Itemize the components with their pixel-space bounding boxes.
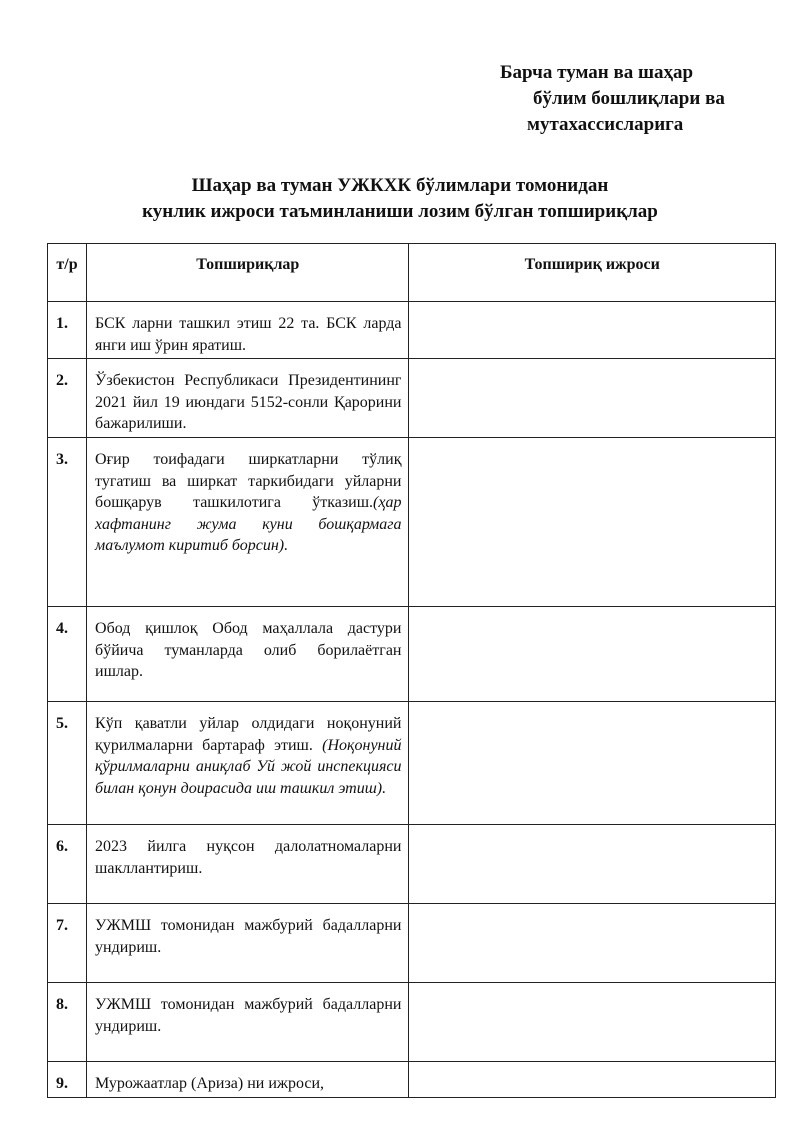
table-header-row: [48, 244, 776, 302]
title-line: Шаҳар ва туман УЖКХК бўлимлари томонидан: [191, 175, 609, 196]
task-text: Обод қишлоқ Обод маҳаллала дастури бўйича туманларда олиб борилаётган ишлар.: [95, 620, 402, 680]
task-text: УЖМШ томонидан мажбурий бадалларни ундириш.: [95, 996, 402, 1035]
task-text: 2023 йилга нуқсон далолатномаларни шакллантириш.: [95, 838, 402, 877]
task-text: Ўзбекистон Республикаси Президентининг 2021 йил 19 июндаги 5152-сонли Қарорини бажарилиши.: [95, 372, 402, 432]
task-text: Мурожаатлар (Ариза) ни ижроси,: [95, 1075, 324, 1092]
title-line: кунлик ижроси таъминланиши лозим бўлган топшириқлар: [142, 201, 658, 222]
execution-cell[interactable]: [409, 702, 776, 825]
task-note: (Ноқонуний қўрилмаларни аниқлаб Уй жой инспекцияси билан қонун доирасида иш ташкил этиш).: [95, 736, 402, 797]
task-cell: [87, 302, 409, 359]
table-row: [48, 438, 776, 607]
execution-cell[interactable]: [409, 904, 776, 983]
table-row: [48, 983, 776, 1062]
row-number: 7.: [48, 904, 87, 983]
row-number: 5.: [48, 702, 87, 825]
task-cell: [87, 983, 409, 1062]
row-number: 9.: [48, 1062, 87, 1098]
task-cell: [87, 1062, 409, 1098]
table-row: [48, 825, 776, 904]
row-number: 8.: [48, 983, 87, 1062]
execution-cell[interactable]: [409, 302, 776, 359]
row-number: 3.: [48, 438, 87, 607]
task-text: УЖМШ томонидан мажбурий бадалларни ундириш.: [95, 917, 402, 956]
row-number: 2.: [48, 359, 87, 438]
execution-cell[interactable]: [409, 438, 776, 607]
execution-cell[interactable]: [409, 825, 776, 904]
header-num: [48, 244, 87, 302]
task-cell: [87, 825, 409, 904]
execution-cell[interactable]: [409, 983, 776, 1062]
table-row: [48, 302, 776, 359]
row-number: 1.: [48, 302, 87, 359]
task-note: (ҳар хафтанинг жума куни бошқармага маълумот киритиб борсин).: [95, 494, 402, 554]
header-num-label: т/р: [56, 256, 78, 273]
addressee-line: мутахассисларига: [527, 114, 684, 135]
execution-cell[interactable]: [409, 1062, 776, 1098]
task-text: Оғир тоифадаги ширкатларни тўлиқ тугатиш ва ширкат таркибидаги уйларни бошқарув ташкилотига ўтказиш.: [95, 451, 402, 511]
addressee-line: бўлим бошлиқлари ва: [533, 88, 725, 109]
table-row: [48, 607, 776, 702]
table-row: [48, 1062, 776, 1098]
task-cell: [87, 359, 409, 438]
task-cell: [87, 702, 409, 825]
execution-cell[interactable]: [409, 359, 776, 438]
header-execution: Топшириқ ижроси: [409, 244, 776, 302]
addressee-line: Барча туман ва шаҳар: [500, 62, 694, 83]
task-text: Кўп қаватли уйлар олдидаги ноқонуний қурилмаларни бартараф этиш.: [95, 715, 402, 754]
document-title: [0, 173, 800, 225]
tasks-table: [47, 243, 776, 1098]
table-row: [48, 702, 776, 825]
row-number: 6.: [48, 825, 87, 904]
table-row: [48, 359, 776, 438]
table-row: [48, 904, 776, 983]
addressee-block: [500, 60, 725, 138]
execution-cell[interactable]: [409, 607, 776, 702]
row-number: 4.: [48, 607, 87, 702]
task-cell: [87, 438, 409, 607]
task-text: БСК ларни ташкил этиш 22 та. БСК ларда янги иш ўрин яратиш.: [95, 315, 402, 354]
task-cell: [87, 904, 409, 983]
header-tasks: Топшириқлар: [87, 244, 409, 302]
task-cell: [87, 607, 409, 702]
